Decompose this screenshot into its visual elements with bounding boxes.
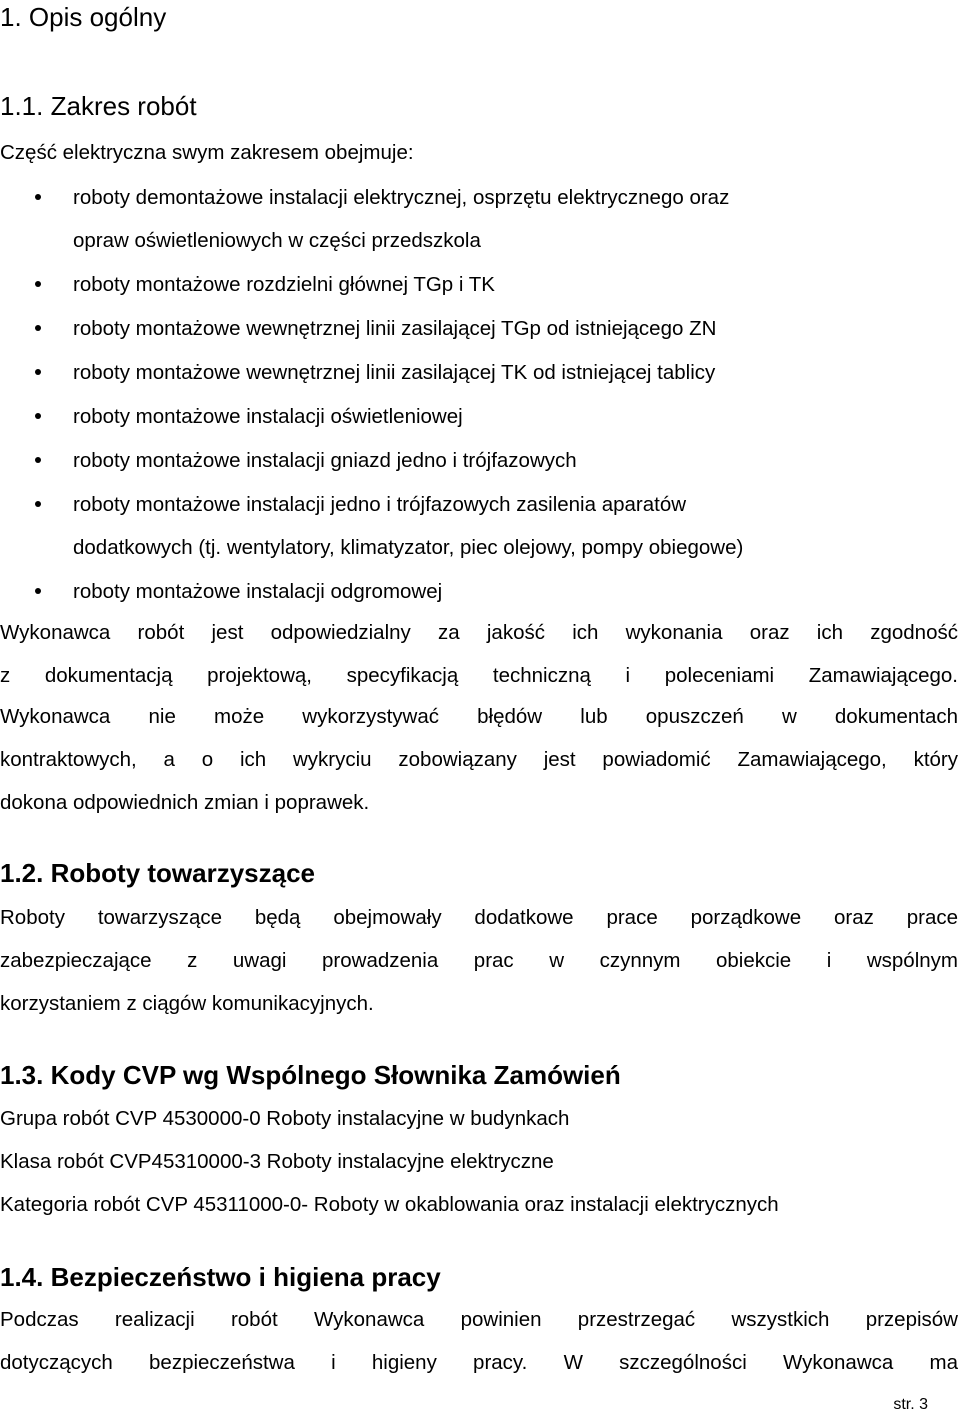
- bullet-icon: [35, 588, 41, 594]
- paragraph-line: Podczas realizacji robót Wykonawca powinien przestrzegać wszystkich przepisów: [0, 1308, 958, 1331]
- paragraph-line: korzystaniem z ciągów komunikacyjnych.: [0, 992, 374, 1015]
- paragraph-line: dotyczących bezpieczeństwa i higieny pracy. W szczególności Wykonawca ma: [0, 1351, 958, 1374]
- section-number: 1.2.: [0, 858, 44, 888]
- bullet-icon: [35, 281, 41, 287]
- section-title: Zakres robót: [50, 91, 197, 121]
- paragraph-line: Wykonawca robót jest odpowiedzialny za jakość ich wykonania oraz ich zgodność: [0, 621, 958, 644]
- list-item: roboty montażowe instalacji gniazd jedno i trójfazowych: [73, 449, 577, 472]
- list-item: roboty montażowe rozdzielni głównej TGp i TK: [73, 273, 495, 296]
- heading-kody-cvp: [0, 1060, 621, 1091]
- list-item-continuation: dodatkowych (tj. wentylatory, klimatyzator, piec olejowy, pompy obiegowe): [73, 536, 744, 559]
- section-number: 1.3.: [0, 1060, 44, 1090]
- paragraph-line: zabezpieczające z uwagi prowadzenia prac w czynnym obiekcie i wspólnym: [0, 949, 958, 972]
- section-number: 1.4.: [0, 1262, 44, 1292]
- intro-paragraph: Część elektryczna swym zakresem obejmuje:: [0, 141, 414, 164]
- section-title: Kody CVP wg Wspólnego Słownika Zamówień: [50, 1060, 621, 1090]
- section-number: 1.1.: [0, 91, 44, 121]
- list-item: roboty montażowe instalacji jedno i trójfazowych zasilenia aparatów: [73, 493, 687, 516]
- cvp-line: Kategoria robót CVP 45311000-0- Roboty w okablowania oraz instalacji elektrycznych: [0, 1193, 779, 1216]
- page-number: str. 3: [893, 1396, 928, 1413]
- list-item: roboty demontażowe instalacji elektrycznej, osprzętu elektrycznego oraz: [73, 186, 730, 209]
- heading-opis-ogolny: 1. Opis ogólny: [0, 2, 167, 32]
- bullet-icon: [35, 501, 41, 507]
- paragraph-line: Wykonawca nie może wykorzystywać błędów lub opuszczeń w dokumentach: [0, 705, 958, 728]
- list-item-continuation: opraw oświetleniowych w części przedszkola: [73, 229, 481, 252]
- paragraph-line: z dokumentacją projektową, specyfikacją techniczną i poleceniami Zamawiającego.: [0, 664, 958, 687]
- list-item: roboty montażowe instalacji oświetleniowej: [73, 405, 463, 428]
- heading-bhp: [0, 1262, 441, 1293]
- list-item: roboty montażowe wewnętrznej linii zasilającej TGp od istniejącego ZN: [73, 317, 717, 340]
- cvp-line: Klasa robót CVP45310000-3 Roboty instalacyjne elektryczne: [0, 1150, 554, 1173]
- section-title: Bezpieczeństwo i higiena pracy: [50, 1262, 441, 1292]
- bullet-icon: [35, 413, 41, 419]
- heading-zakres-robot: [0, 91, 197, 122]
- cvp-line: Grupa robót CVP 4530000-0 Roboty instalacyjne w budynkach: [0, 1107, 570, 1130]
- bullet-icon: [35, 369, 41, 375]
- bullet-icon: [35, 457, 41, 463]
- bullet-icon: [35, 194, 41, 200]
- section-title: Roboty towarzyszące: [50, 858, 316, 888]
- paragraph-line: Roboty towarzyszące będą obejmowały dodatkowe prace porządkowe oraz prace: [0, 906, 958, 929]
- list-item: roboty montażowe instalacji odgromowej: [73, 580, 443, 603]
- bullet-icon: [35, 325, 41, 331]
- paragraph-line: kontraktowych, a o ich wykryciu zobowiązany jest powiadomić Zamawiającego, który: [0, 748, 958, 771]
- paragraph-line: dokona odpowiednich zmian i poprawek.: [0, 791, 370, 814]
- heading-roboty-towarzyszace: [0, 858, 315, 889]
- list-item: roboty montażowe wewnętrznej linii zasilającej TK od istniejącej tablicy: [73, 361, 716, 384]
